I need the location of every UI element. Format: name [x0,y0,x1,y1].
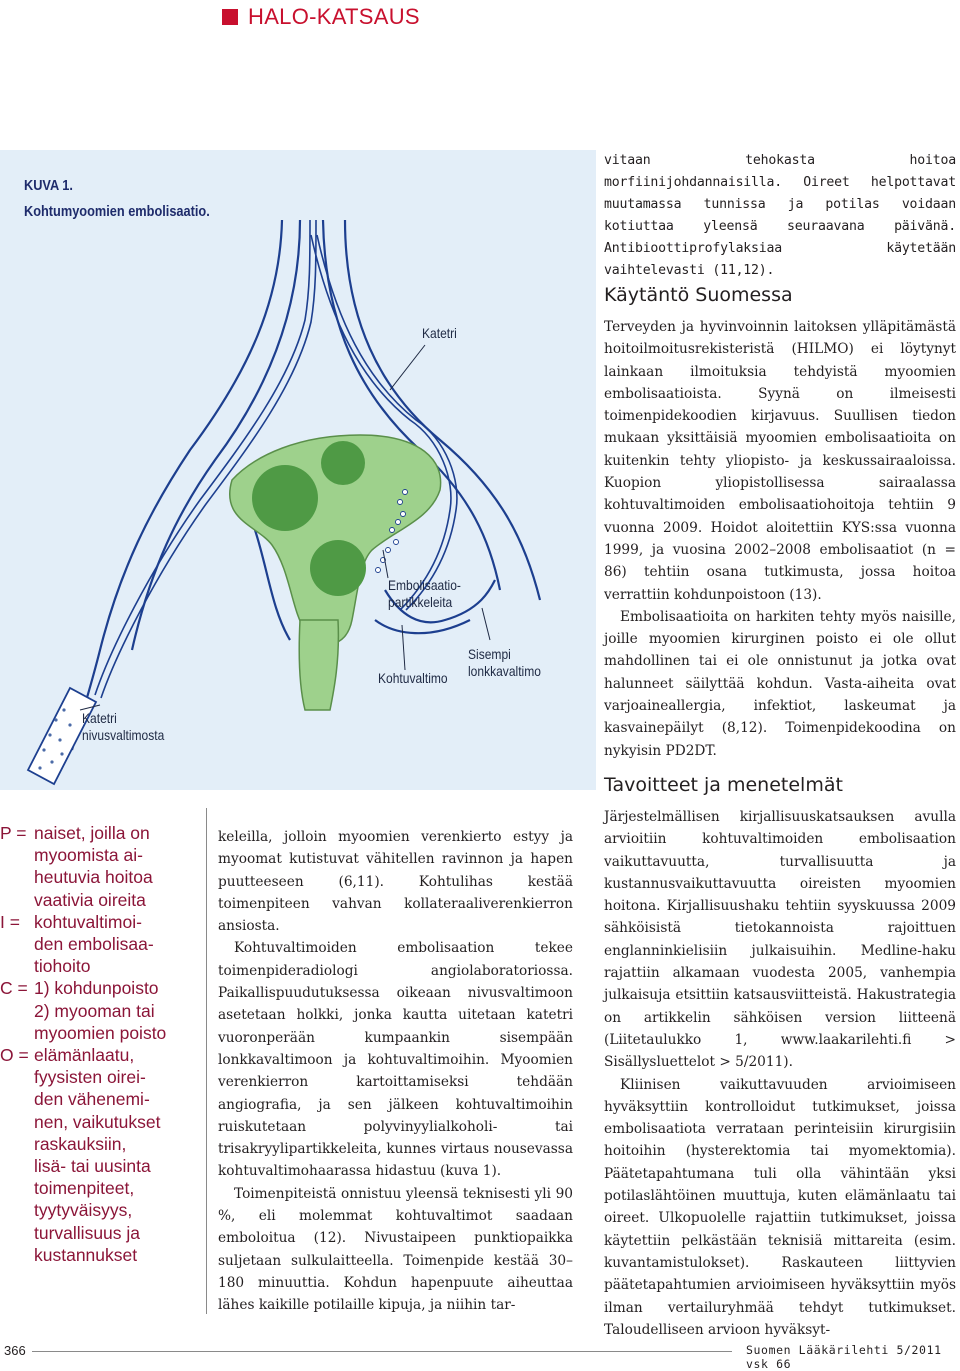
label-katetri: Katetri [422,325,457,341]
pico-line: den vähenemi- [34,1089,150,1110]
label-nivus-line1: Katetri [82,710,117,726]
pico-line: 2) myooman tai [34,1000,155,1021]
footer-rule [32,1351,732,1352]
label-sisempi-lonkkavaltimo [468,646,541,680]
label-katetri-nivus [82,710,164,744]
section-marker [222,9,238,25]
pico-c [0,977,200,1044]
pico-o [0,1044,200,1266]
figure-panel [0,150,596,790]
pico-line: tiohoito [34,956,91,977]
pico-line: fyysisten oirei- [34,1067,146,1088]
pico-line: elämänlaatu, [34,1045,135,1066]
pico-line: nen, vaikutukset [34,1111,161,1132]
pico-value [34,977,166,1044]
pico-value [34,822,153,911]
pico-line: myoomista ai- [34,845,143,866]
pico-i [0,911,200,978]
pico-key: P = [0,823,27,843]
right-column-intro [604,150,956,282]
label-nivus-line2: nivusvaltimosta [82,727,165,743]
paragraph: Kliinisen vaikuttavuuden arvioimiseen hyväksyttiin kontrolloidut tutkimukset, joissa embolisaatiota verrataan perinteisiin kirurgisiin hoitoihin (hysterektomia tai myomektomia). Päätetapahtumana tuli olla vähintään yksi potilaslähtöinen muuttuja, kuten elämänlaatu tai oireet. Ulkopuolelle rajattiin tutkimukset, joissa käytettiin pelkästään teknisiä mittareita (esim. kuvantamistulokset). Raskauteen liittyvien päätetapahtumien arvioimiseen hyväksyttiin myös ilman vertailuryhmää tehdyt tutkimukset. Taloudelliseen arvioon hyväksyt- [604,1076,956,1338]
figure-kicker: KUVA 1. [24,178,73,194]
label-sisempi-line2: lonkkavaltimo [468,663,541,679]
section-header [222,4,420,30]
label-sisempi-line1: Sisempi [468,646,511,662]
journal-reference: Suomen Lääkärilehti 5/2011 vsk 66 [746,1343,942,1371]
pico-key: O = [0,1045,29,1066]
pico-line: tyytyväisyys, [34,1200,133,1221]
section-tavoitteet [604,806,956,1341]
pico-line: kohtuvaltimoi- [34,911,142,932]
paragraph: keleilla, jolloin myoomien verenkierto estyy ja myoomat kutistuvat vähitellen ravinnon ja hapen puutteeseen (6,11). Kohtulihas kestää toimenpiteen vahvan kollateraaliverenkierron ansiosta. [218,829,573,935]
pico-line: myoomien poisto [34,1022,167,1043]
pico-line: den embolisaa- [34,934,154,955]
paragraph: Järjestelmällisen kirjallisuuskatsauksen avulla arvioitiin kohtuvaltimoiden embolisaation vaikuttavuutta, turvallisuutta ja kustannusvaikuttavuutta oireisten myoomien hoitona. Kirjallisuushaku tehtiin syyskuussa 2009 sähköisistä tietokannoista rajoittuen englanninkielisiin julkaisuihin. Medline-haku rajattiin alkamaan vuodesta 2005, vanhempia julkaisuja etsittiin katsausviitteistä. Hakustrategia on artikkelin sähköisen version liitteenä (Liitetaulukko 1, www.laakarilehti.fi > Sisällysluettelot > 5/2011). [604,809,956,1071]
pico-line: heutuvia hoitoa [34,867,153,888]
pico-list [0,822,200,1266]
pico-line: turvallisuus ja [34,1222,141,1243]
pico-line: 1) kohdunpoisto [34,978,159,999]
pico-value [34,1044,160,1266]
pico-key: C = [0,978,28,999]
heading-tavoitteet: Tavoitteet ja menetelmät [604,774,843,796]
label-kohtuvaltimo: Kohtuvaltimo [378,670,448,686]
label-embolisaatio [388,577,461,611]
paragraph: Embolisaatioita on harkiten tehty myös naisille, joille myoomien kirurginen poisto ei ole ollut mahdollinen tai ei ole onnistunut ja jotka ovat halunneet säilyttää kohdun. Vasta-aiheita ovat varjoaineallergia, infektiot, laskeumat ja kasvainepäilyt (8,12). Toimenpidekoodina on nykyisin PD2DT. [604,608,956,759]
pico-p [0,822,200,911]
label-embolisaatio-line1: Embolisaatio- [388,577,461,593]
section-title: HALO-KATSAUS [248,4,420,29]
heading-kaytanto: Käytäntö Suomessa [604,284,793,306]
paragraph: Terveyden ja hyvinvoinnin laitoksen ylläpitämästä hoitoilmoitusrekisteristä (HILMO) ei löytynyt lainkaan ilmoituksia tehdyistä myoomien embolisaatioista. Syynä on ilmeisesti toimenpidekoodien kirjavuus. Suullisen tiedon mukaan yksittäisiä myoomien embolisaatioita on kuitenkin tehty yliopisto- ja keskussairaaloissa. Kuopion yliopistollisessa sairaalassa kohtuvaltimoiden embolisaatiohoitoja tehtiin 9 vuonna 2009. Hoidot aloitettiin KYS:ssa vuonna 1999, ja vuosina 2002–2008 embolisaatiot (n = 86) tehtiin osana tutkimusta, jossa hoitoa verrattiin kohdunpoistoon (13). [604,319,956,603]
paragraph: vitaan tehokasta hoitoa morfiinijohdannaisilla. Oireet helpottavat muutamassa tunnissa ja potilas voidaan kotiuttaa yleensä seuraavana päivänä. Antibioottiprofylaksiaa käytetään vaihtelevasti (11,12). [604,153,956,278]
page-number: 366 [4,1343,26,1358]
column-divider [206,808,207,1314]
section-kaytanto [604,316,956,762]
uterine-embolization-illustration [0,150,596,790]
paragraph: Kohtuvaltimoiden embolisaation tekee toimenpideradiologi angiolaboratoriossa. Paikallispuudutuksessa oikeaan nivusvaltimoon asetetaan holkki, jonka kautta uitetaan katetri vuoronperään kumpaankin sisempään lonkkavaltimoon ja kohtuvaltimoihin. Myoomien verenkierron kartoittamiseksi tehdään angiografia, ja sen jälkeen kohtuvaltimoihin ruiskutetaan polyvinyylialkoholi- tai trisakryylipartikkeleita, kunnes virtaus nousevassa kohtuvaltimohaarassa hidastuu (kuva 1). [218,940,573,1180]
label-embolisaatio-line2: partikkeleita [388,594,453,610]
pico-line: raskauksiin, [34,1133,127,1154]
pico-line: toimenpiteet, [34,1178,135,1199]
pico-line: lisä- tai uusinta [34,1156,151,1177]
pico-line: naiset, joilla on [34,823,150,843]
pico-line: vaativia oireita [34,889,146,910]
paragraph: Toimenpiteistä onnistuu yleensä teknisesti yli 90 %, eli molemmat kohtuvaltimot saadaan emboloitua (12). Nivustaipeen punktiopaikka suljetaan sulkulaitteella. Toimenpide kestää 30–180 minuuttia. Kohdun hapenpuute aiheuttaa lähes kaikille potilaille kipuja, ja niihin tar- [218,1185,573,1314]
pico-key: I = [0,911,20,932]
middle-column [218,826,573,1317]
pico-line: kustannukset [34,1244,138,1265]
figure-title: Kohtumyoomien embolisaatio. [24,204,210,220]
pico-value [34,911,154,978]
